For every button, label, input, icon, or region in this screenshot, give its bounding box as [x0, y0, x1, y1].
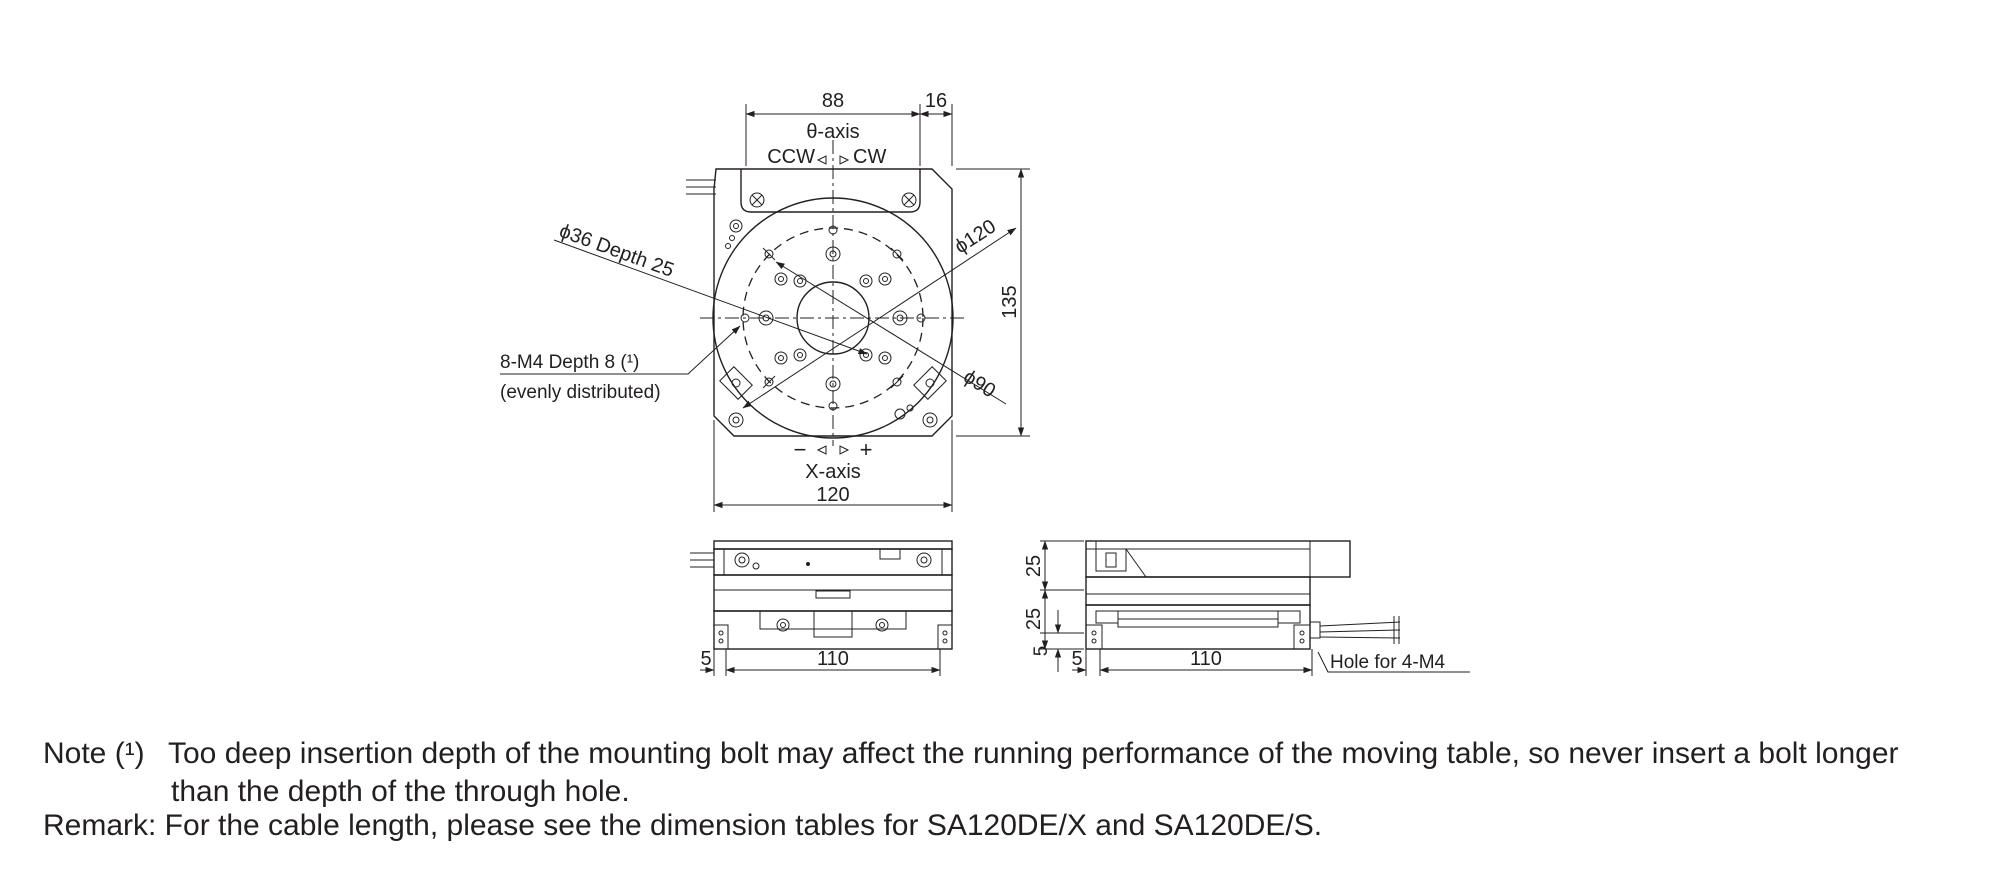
side-dim-25-lower-label: 25	[1023, 607, 1045, 631]
front-dim-110-label: 110	[817, 648, 849, 670]
theta-cw-label: CW	[853, 146, 887, 168]
theta-ccw-label: CCW	[767, 146, 815, 168]
theta-axis-label: θ-axis	[806, 121, 860, 143]
hole-label: Hole for 4-M4	[1330, 652, 1446, 673]
side-dim-5-step-label: 5	[1031, 645, 1052, 657]
top-bracket	[741, 169, 920, 212]
tapped-holes-sublabel: (evenly distributed)	[500, 382, 661, 403]
x-direction-arrows	[818, 446, 848, 454]
front-view	[690, 541, 952, 676]
x-axis-label: X-axis	[805, 461, 861, 483]
side-dim-5-edge-label: 5	[1071, 648, 1083, 670]
dim-88-label: 88	[821, 90, 845, 112]
dia90-label: ϕ90	[959, 365, 1000, 403]
note-text-1: Too deep insertion depth of the mounting bolt may affect the running performance of the moving table, so never insert a bolt longer	[168, 737, 1899, 770]
remark: Remark: For the cable length, please see the dimension tables for SA120DE/X and SA120DE/S.	[43, 809, 1323, 842]
x-plus-label: +	[859, 437, 873, 462]
top-view	[500, 90, 1030, 512]
side-dim-110-label: 110	[1190, 648, 1222, 670]
side-dim-25-upper-label: 25	[1023, 554, 1045, 578]
dia120-label: ϕ120	[950, 215, 1001, 259]
note-marker: Note (¹)	[43, 737, 145, 770]
dim-120-label: 120	[816, 484, 850, 506]
side-view	[1023, 541, 1470, 676]
x-minus-label: −	[793, 437, 807, 462]
dim-16-label: 16	[924, 90, 948, 112]
front-dim-5-label: 5	[700, 648, 712, 670]
bore-leader	[554, 240, 867, 354]
note-line-1	[43, 735, 1899, 773]
tapped-holes-label: 8-M4 Depth 8 (¹)	[500, 352, 640, 373]
note-line-2: than the depth of the through hole.	[171, 775, 630, 808]
bore-dim-label: ϕ36 Depth 25	[556, 220, 677, 282]
dim-135-label: 135	[999, 285, 1021, 319]
